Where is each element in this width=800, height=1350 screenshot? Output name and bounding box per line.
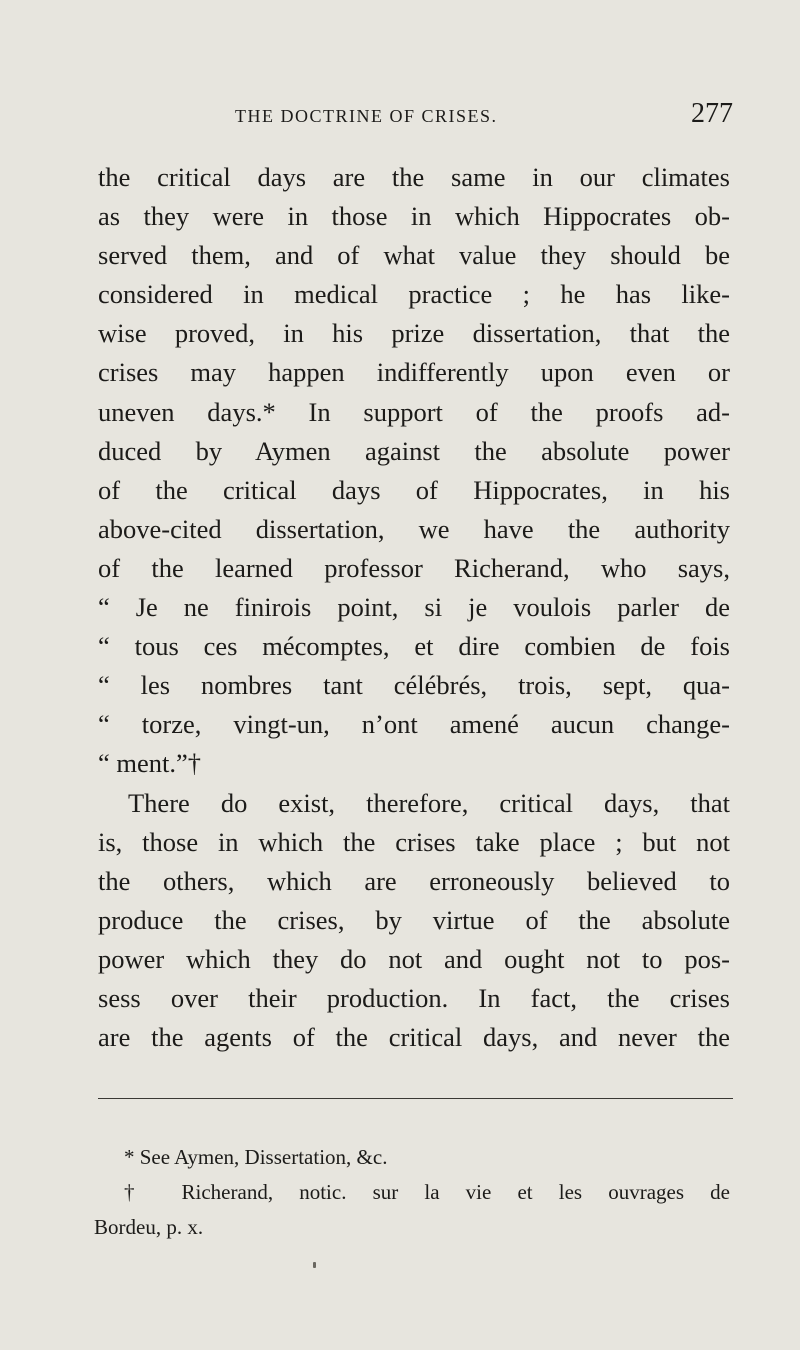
text-line: the critical days are the same in our climates bbox=[98, 162, 730, 192]
page-number: 277 bbox=[691, 98, 733, 129]
text-line: of the learned professor Richerand, who says, bbox=[98, 552, 730, 583]
footnotes bbox=[94, 1140, 730, 1245]
running-title: THE DOCTRINE OF CRISES. bbox=[235, 106, 498, 126]
body-text bbox=[98, 158, 730, 1057]
paper-speck bbox=[313, 1262, 316, 1268]
page-header bbox=[95, 98, 733, 138]
quote-line: “ torze, vingt-un, n’ont amené aucun change- bbox=[98, 709, 730, 740]
footnote-rule bbox=[98, 1098, 733, 1099]
text-line: served them, and of what value they should be bbox=[98, 240, 730, 271]
quote-line: “ tous ces mécomptes, et dire combien de fois bbox=[98, 631, 730, 662]
text-line: crises may happen indifferently upon even or bbox=[98, 357, 730, 388]
text-line: produce the crises, by virtue of the absolute bbox=[98, 904, 730, 935]
text-line: above-cited dissertation, we have the authority bbox=[98, 513, 730, 544]
footnote-continuation: Bordeu, p. x. bbox=[94, 1215, 204, 1239]
quote-line: “ ment.”† bbox=[98, 748, 202, 779]
text-line: wise proved, in his prize dissertation, that the bbox=[98, 318, 730, 349]
text-line: of the critical days of Hippocrates, in his bbox=[98, 474, 730, 505]
paragraph-first-line: There do exist, therefore, critical days, that bbox=[128, 787, 730, 818]
text-line: sess over their production. In fact, the crises bbox=[98, 982, 730, 1013]
text-line: uneven days.* In support of the proofs ad- bbox=[98, 396, 730, 427]
text-line: is, those in which the crises take place ; but not bbox=[98, 826, 730, 857]
text-line: as they were in those in which Hippocrates ob- bbox=[98, 201, 730, 232]
text-line: the others, which are erroneously believed to bbox=[98, 865, 730, 896]
text-line: considered in medical practice ; he has like- bbox=[98, 279, 730, 310]
quote-line: “ Je ne finirois point, si je voulois parler de bbox=[98, 592, 730, 623]
text-line: duced by Aymen against the absolute power bbox=[98, 435, 730, 466]
quote-line: “ les nombres tant célébrés, trois, sept, qua- bbox=[98, 670, 730, 701]
text-line: are the agents of the critical days, and never the bbox=[98, 1022, 730, 1053]
footnote: † Richerand, notic. sur la vie et les ouvrages de bbox=[124, 1180, 730, 1204]
footnote: * See Aymen, Dissertation, &c. bbox=[124, 1145, 388, 1169]
text-line: power which they do not and ought not to pos- bbox=[98, 943, 730, 974]
